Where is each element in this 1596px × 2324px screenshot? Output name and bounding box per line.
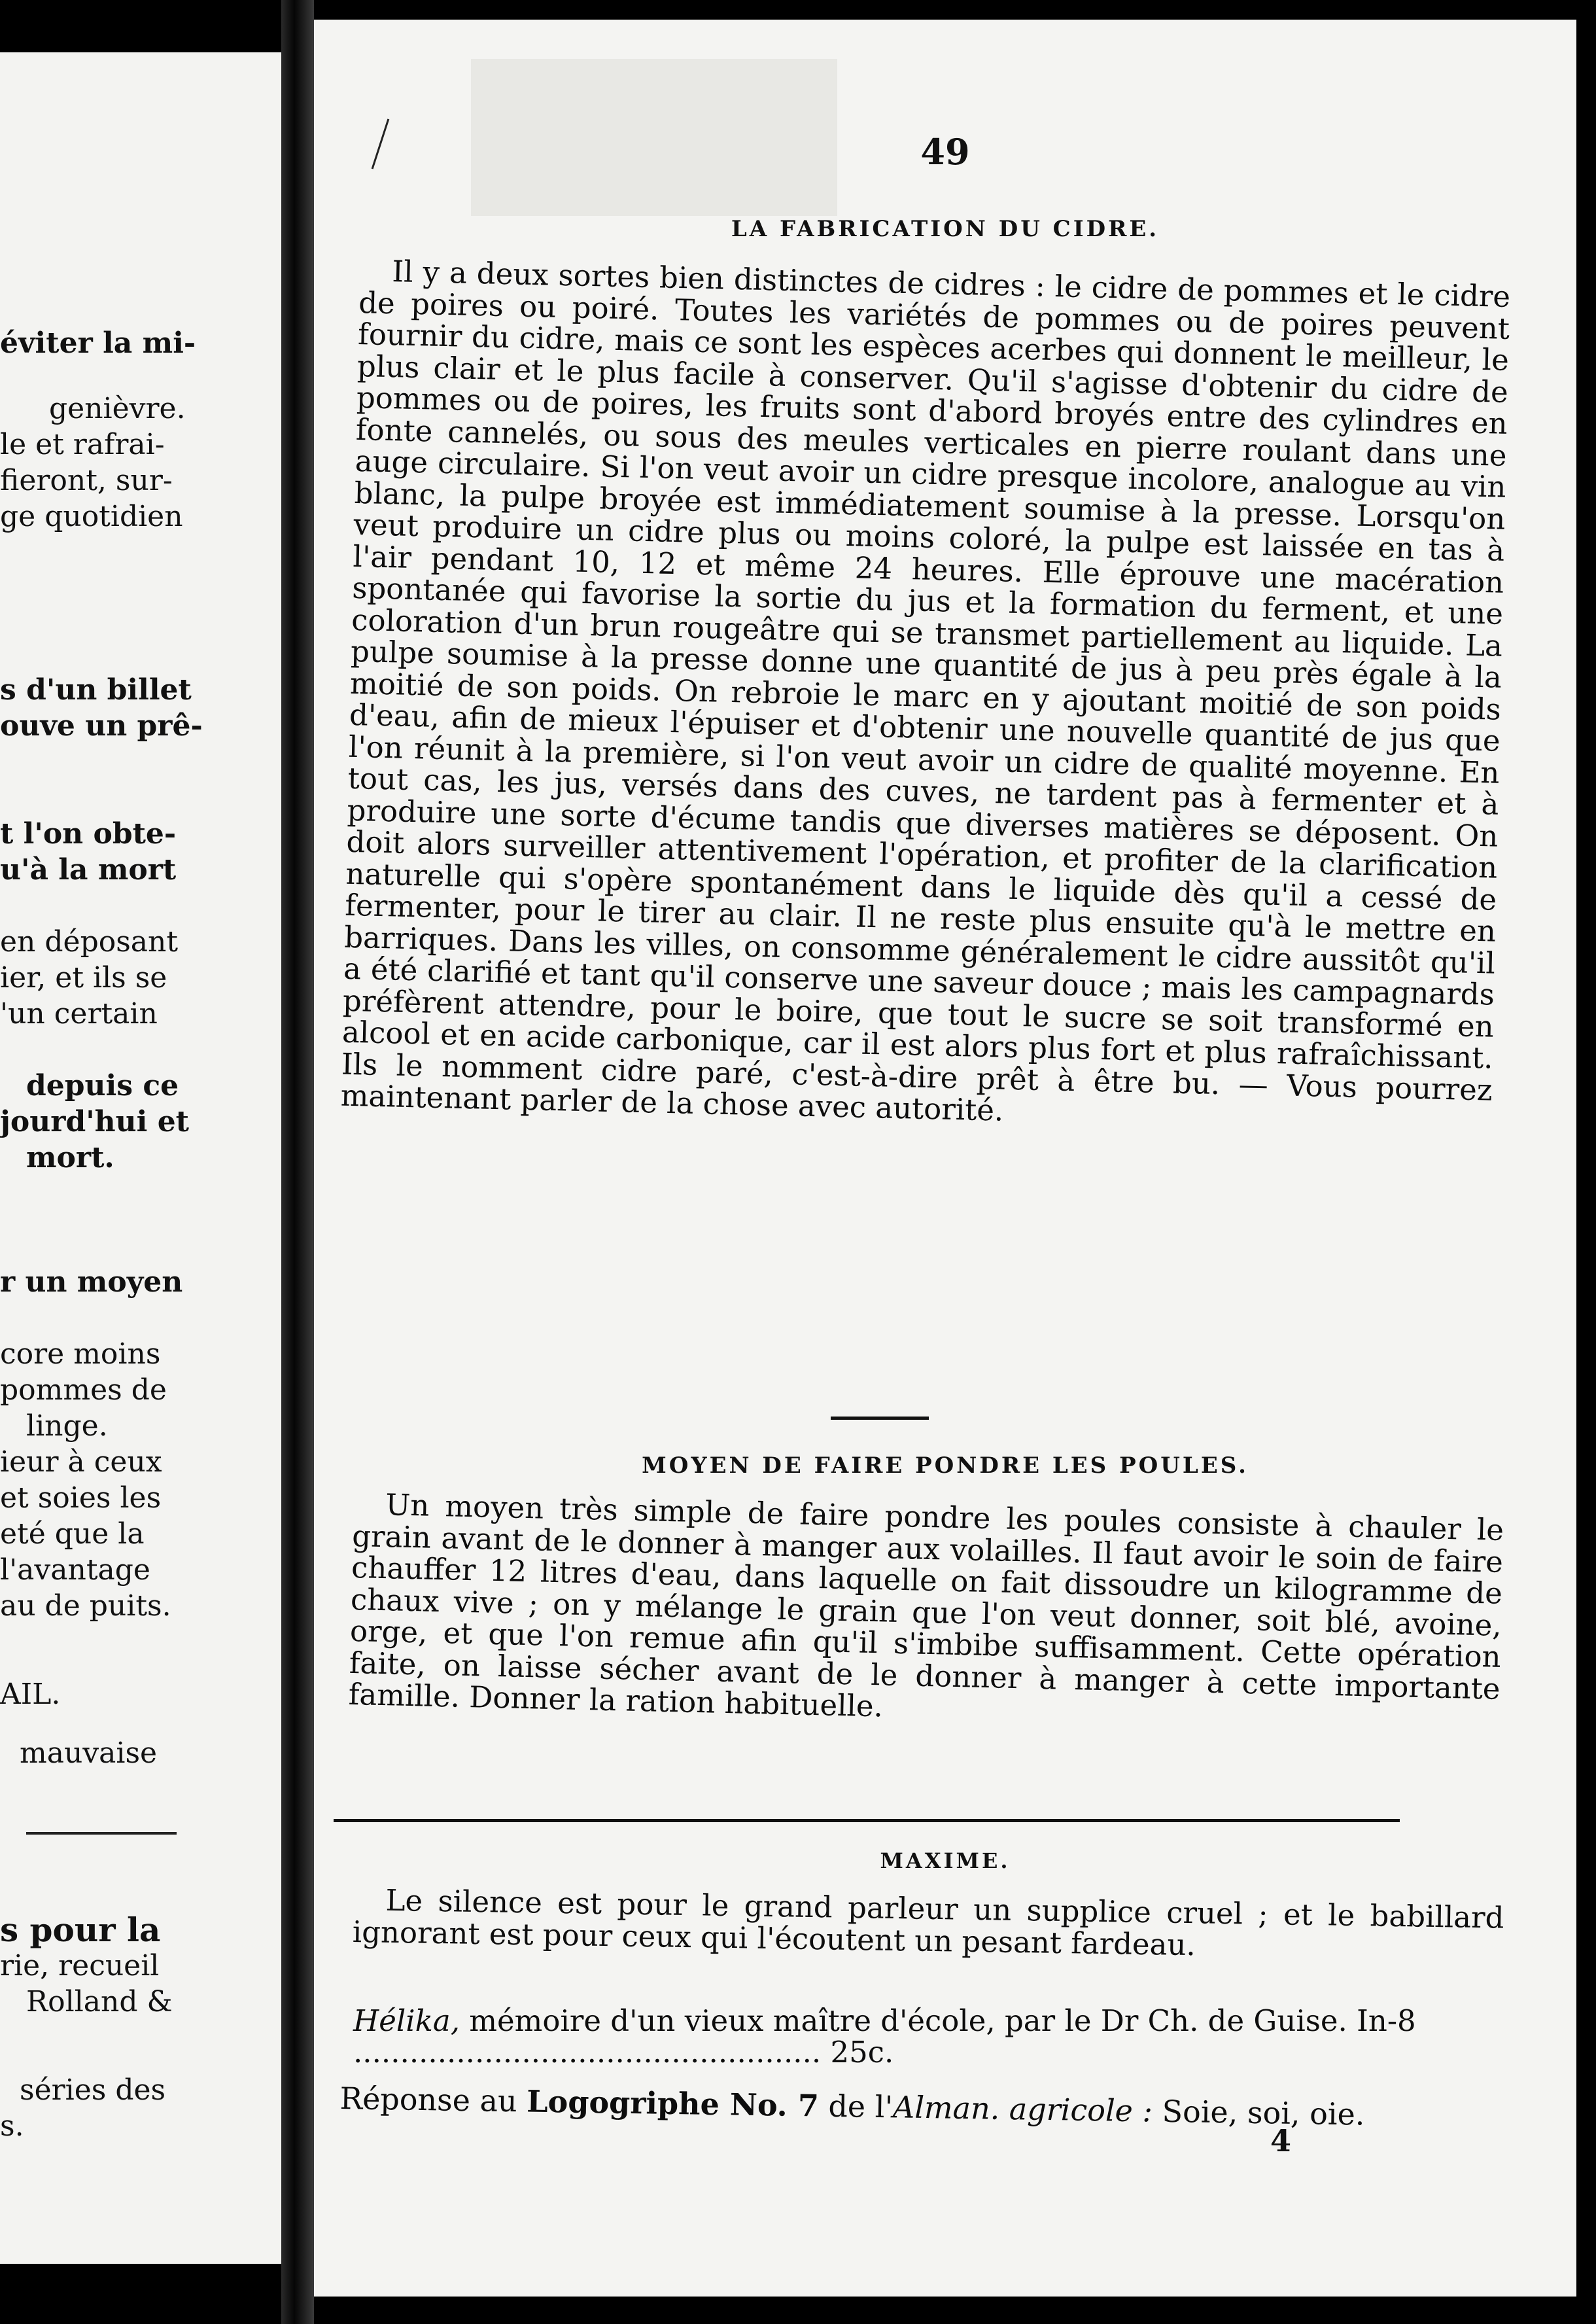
catalog-entry (353, 2005, 1504, 2068)
left-page-line: ouve un prê- (0, 709, 203, 743)
left-page-line: u'à la mort (0, 853, 177, 887)
reponse-answer: Soie, soi, oie. (1162, 2093, 1365, 2132)
left-page-line: fieront, sur- (0, 464, 173, 497)
reponse-logogriphe: Logogriphe No. 7 (526, 2083, 820, 2124)
left-page-line: ge quotidien (0, 500, 183, 533)
book-gutter (281, 0, 314, 2324)
section-heading-maxime: MAXIME. (880, 1848, 1011, 1873)
reponse-middle: de l' (828, 2088, 893, 2125)
section-heading-poules: MOYEN DE FAIRE PONDRE LES POULES. (642, 1452, 1249, 1479)
left-page-line: r un moyen (0, 1265, 183, 1299)
section-body-cidre (340, 255, 1510, 1138)
left-page-line: éviter la mi- (0, 326, 196, 360)
previous-page-fragment (0, 52, 281, 2264)
full-width-rule (334, 1819, 1400, 1822)
left-page-line: linge. (26, 1409, 108, 1443)
section-body-poules (348, 1488, 1504, 1736)
page-number: 49 (920, 131, 970, 173)
signature-mark: 4 (1270, 2123, 1292, 2158)
left-page-line: AIL. (0, 1678, 61, 1711)
left-page-line: Rolland & (26, 1985, 173, 2018)
left-page-line: au de puits. (0, 1589, 171, 1623)
page (314, 20, 1576, 2297)
left-page-line: ier, et ils se (0, 961, 167, 995)
left-page-line: et soies les (0, 1481, 162, 1515)
left-page-line: en déposant (0, 925, 179, 959)
reponse-prefix: Réponse au (339, 2081, 518, 2119)
logogriphe-answer-line (339, 2081, 1518, 2134)
left-page-line: s. (0, 2109, 24, 2143)
left-page-line: jourd'hui et (0, 1105, 190, 1138)
left-page-line: s pour la (0, 1910, 161, 1949)
paragraph-maxime: Le silence est pour le grand parleur un supplice cruel ; et le babillard ignorant est pour ceux qui l'écoutent un pesant fardeau. (352, 1882, 1504, 1962)
left-page-line: s d'un billet (0, 673, 192, 707)
left-page-line: ieur à ceux (0, 1445, 162, 1479)
catalog-price: 25c. (830, 2035, 894, 2069)
left-page-line: 'un certain (0, 997, 158, 1030)
left-page-line: mauvaise (20, 1736, 158, 1770)
paragraph-poules: Un moyen très simple de faire pondre les poules consiste à chauler le grain avant de le donner à manger aux volailles. Il faut avoir le soin de faire chauffer 12 litres d'eau, dans laquelle on fait dissoudre un kilogramme de chaux vive ; on y mélange le grain que l'on veut donner, soit blé, avoine, orge, et que l'on remue afin qu'il s'imbibe suffisamment. Cette opération faite, on laisse sécher avant de le donner à manger à cette importante famille. Donner la ration habituelle. (348, 1487, 1504, 1724)
left-page-line: eté que la (0, 1517, 145, 1551)
left-page-line: core moins (0, 1337, 161, 1371)
reponse-almanac: Alman. agricole : (892, 2089, 1153, 2129)
left-page-line: mort. (26, 1141, 114, 1174)
catalog-title: Hélika, (353, 2003, 460, 2038)
section-heading-cidre: LA FABRICATION DU CIDRE. (731, 216, 1160, 242)
left-page-line: depuis ce (26, 1069, 179, 1102)
catalog-leader: .................................................. (353, 2035, 822, 2069)
section-body-maxime (352, 1884, 1504, 1966)
left-page-line: t l'on obte- (0, 817, 177, 851)
left-page-line: pommes de (0, 1373, 167, 1407)
left-page-line: l'avantage (0, 1553, 150, 1587)
catalog-description: mémoire d'un vieux maître d'école, par le Dr Ch. de Guise. In-8 (469, 2003, 1416, 2038)
left-page-rule (26, 1832, 177, 1835)
left-page-line: genièvre. (49, 392, 186, 425)
paragraph-cidre: Il y a deux sortes bien distinctes de cidres : le cidre de pommes et le cidre de poires ou poiré. Toutes les variétés de pommes ou de poires peuvent fournir du cidre, mais ce sont les espèces acerbes qui donnent le meilleur, le plus clair et le plus facile à conserver. Qu'il s'agisse d'obtenir du cidre de pommes ou de poires, les fruits sont d'abord broyés entre des cylindres en fonte cannelés, ou sous des meules verticales en pierre roulant dans une auge circulaire. Si l'on veut avoir un cidre presque incolore, analogue au vin blanc, la pulpe broyée est immédiatement soumise à la presse. Lorsqu'on veut produire un cidre plus ou moins coloré, la pulpe est laissée en tas à l'air pendant 10, 12 et même 24 heures. Elle éprouve une macération spontanée qui favorise la sortie du jus et la formation du ferment, et une coloration d'un brun rougeâtre qui se transmet partiellement au liquide. La pulpe soumise à la presse donne une quantité de jus à peu près égale à la moitié de son poids. On rebroie le marc en y ajoutant moitié de son poids d'eau, afin de mieux l'épuiser et d'obtenir une nouvelle quantité de jus que l'on réunit à la première, si l'on veut avoir un cidre de qualité moyenne. En tout cas, les jus, versés dans des cuves, ne tardent pas à fermenter et à produire une sorte d'écume tandis que diverses matières se déposent. On doit alors surveiller attentivement l'opération, et profiter de la clarification naturelle qui s'opère spontanément dans le liquide dès qu'il a cessé de fermenter, pour le tirer au clair. Il ne reste plus ensuite qu'à le mettre en barriques. Dans les villes, on consomme généralement le cidre aussitôt qu'il a été clarifié et tant qu'il conserve une saveur douce ; mais les campagnards préfèrent attendre, pour le boire, que tout le sucre se soit transformé en alcool et en acide carbonique, car il est alors plus fort et plus rafraîchissant. Ils le nomment cidre paré, c'est-à-dire prêt à être bu. — Vous pourrez maintenant parler de la chose avec autorité. (340, 254, 1511, 1128)
left-page-line: le et rafrai- (0, 428, 165, 461)
section-divider (831, 1417, 929, 1420)
left-page-line: rie, recueil (0, 1949, 160, 1982)
left-page-line: séries des (20, 2073, 166, 2107)
